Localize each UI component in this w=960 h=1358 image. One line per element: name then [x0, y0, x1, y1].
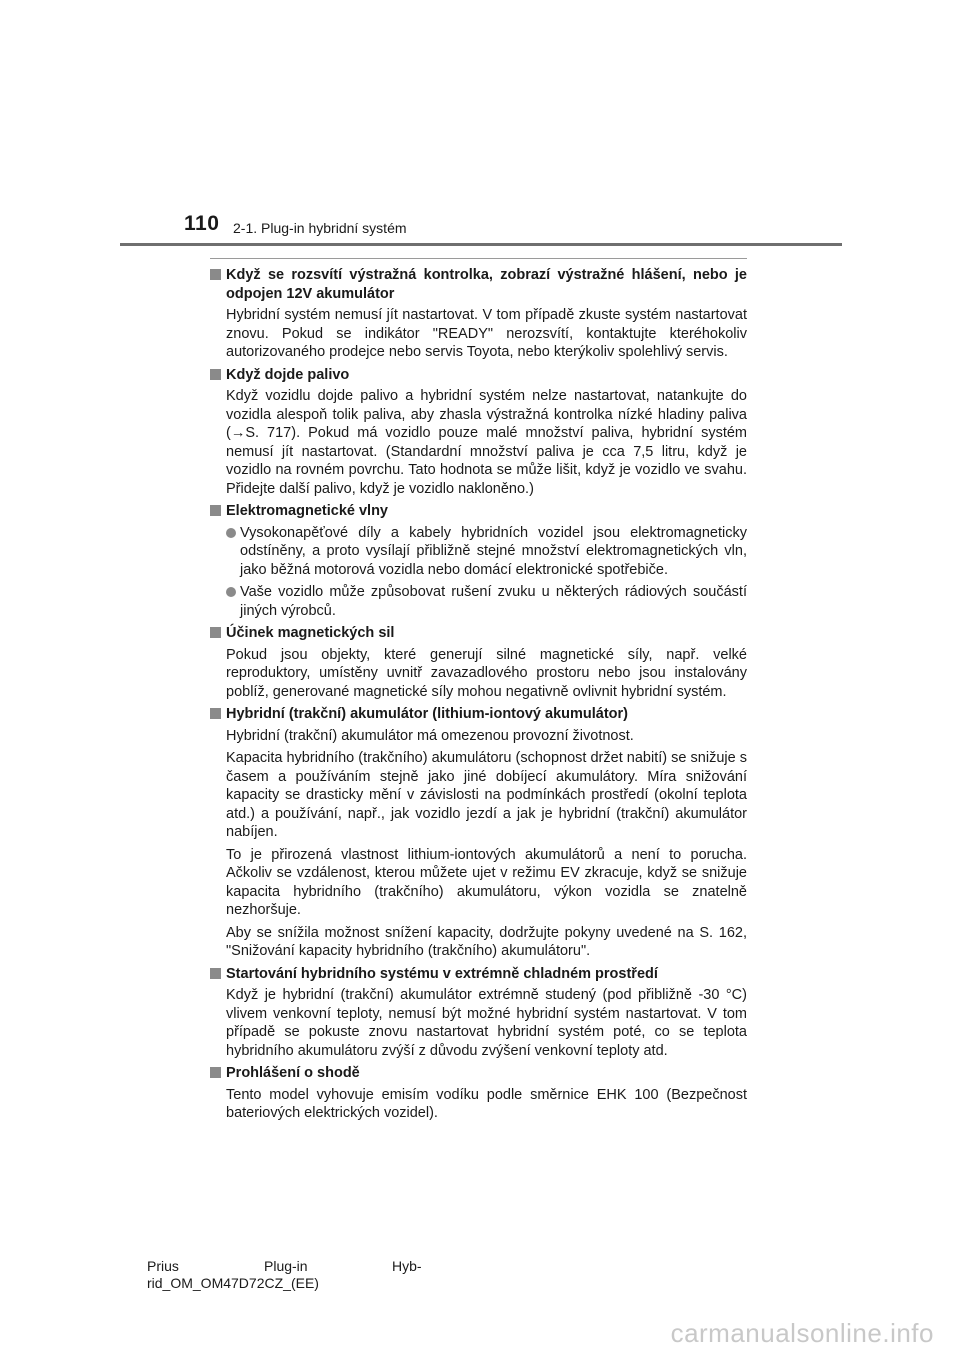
list-item-text: Vysokonapěťové díly a kabely hybridních vozidel jsou elektromagneticky odstíněny, a proto vysílají přibližně stejné množství elektromagnetických vln, jako běžná motorová vozidla nebo domácí elektronické spotřebiče. [240, 524, 747, 578]
section-title: Startování hybridního systému v extrémně chladném prostředí [226, 965, 658, 982]
section-heading [210, 624, 747, 643]
list-item [210, 524, 747, 580]
square-bullet-icon [210, 1067, 221, 1078]
section-paragraph: Když je hybridní (trakční) akumulátor extrémně studený (pod přibližně -30 °C) vlivem venkovní teploty, nemusí být možné hybridní systém nastartovat. V tom případě se pokuste znovu nastartovat hybridní systém poté, co se teplota hybridního akumulátoru zvýší z důvodu zvýšení venkovní teploty atd. [226, 987, 747, 1059]
section-electromagnetic-waves [210, 502, 747, 620]
footer-model-line [147, 1258, 447, 1275]
square-bullet-icon [210, 369, 221, 380]
section-title: Když se rozsvítí výstražná kontrolka, zobrazí výstražné hlášení, nebo je odpojen 12V akumulátor [226, 267, 747, 302]
section-traction-battery [210, 705, 747, 961]
section-paragraph: Pokud jsou objekty, které generují silné magnetické síly, např. velké reproduktory, umístěny uvnitř zavazadlového prostoru nebo jsou instalovány poblíž, generované magnetické síly mohou negativně ovlivnit hybridní systém. [226, 646, 747, 700]
footer-model-variant: Plug-in [264, 1258, 308, 1274]
section-heading [210, 266, 747, 303]
footer-manual-code: rid_OM_OM47D72CZ_(EE) [147, 1275, 319, 1291]
section-paragraph: Když vozidlu dojde palivo a hybridní systém nelze nastartovat, natankujte do vozidla alespoň tolik paliva, aby zhasla výstražná kontrolka nízké hladiny paliva (→S. 717). Pokud má vozidlo pouze malé množství paliva, hybridní systém nemusí jít nastartovat. (Standardní množství paliva je cca 7,5 litru, když je vozidlo na rovném povrchu. Tato hodnota se může lišit, když je vozidlo ve svahu. Přidejte další palivo, když je vozidlo nakloněno.) [226, 388, 747, 497]
circle-bullet-icon [226, 528, 236, 538]
section-magnetic-forces [210, 624, 747, 701]
square-bullet-icon [210, 708, 221, 719]
list-item-text: Vaše vozidlo může způsobovat rušení zvuku u některých rádiových součástí jiných výrobců. [240, 584, 747, 619]
section-title: Hybridní (trakční) akumulátor (lithium-iontový akumulátor) [226, 706, 629, 722]
footer [147, 1258, 447, 1292]
watermark: carmanualsonline.info [670, 1318, 934, 1348]
footer-model-name: Prius [147, 1258, 179, 1274]
list-item [210, 583, 747, 620]
section-title: Prohlášení o shodě [226, 1065, 360, 1081]
chapter-title: 2-1. Plug-in hybridní systém [233, 220, 407, 236]
section-paragraph: Hybridní systém nemusí jít nastartovat. V tom případě zkuste systém nastartovat znovu. Pokud se indikátor "READY" nerozsvítí, kontaktujte kteréhokoliv autorizovaného prodejce nebo servis Toyota, nebo kterýkoliv spolehlivý servis. [226, 307, 747, 360]
section-heading [210, 1064, 747, 1083]
square-bullet-icon [210, 269, 221, 280]
section-paragraph: Aby se snížila možnost snížení kapacity, dodržujte pokyny uvedené na S. 162, "Snižování kapacity hybridního (trakčního) akumulátoru". [226, 924, 747, 959]
section-paragraph: Kapacita hybridního (trakčního) akumulátoru (schopnost držet nabití) se snižuje s časem a používáním stejně jako jiné dobíjecí akumulátory. Míra snižování kapacity se drasticky mění v závislosti na podmínkách prostředí (okolní teplota atd.) a používání, např., jak vozidlo jezdí a jak je hybridní (trakční) akumulátor nabíjen. [226, 750, 747, 840]
section-heading [210, 366, 747, 385]
section-title: Účinek magnetických sil [226, 625, 395, 641]
main-content [210, 266, 747, 1127]
footer-model-type: Hyb- [392, 1258, 422, 1274]
section-out-of-fuel [210, 366, 747, 499]
header-divider [120, 243, 842, 246]
square-bullet-icon [210, 505, 221, 516]
section-cold-start [210, 965, 747, 1061]
section-paragraph: Hybridní (trakční) akumulátor má omezenou provozní životnost. [226, 727, 634, 744]
circle-bullet-icon [226, 587, 236, 597]
section-title: Elektromagnetické vlny [226, 503, 388, 519]
section-heading [210, 705, 747, 724]
section-heading [210, 502, 747, 521]
section-heading [210, 965, 747, 984]
square-bullet-icon [210, 627, 221, 638]
section-title: Když dojde palivo [226, 366, 350, 383]
square-bullet-icon [210, 968, 221, 979]
section-declaration-of-conformity [210, 1064, 747, 1123]
content-top-divider [210, 258, 747, 259]
section-warning-light [210, 266, 747, 362]
section-paragraph: Tento model vyhovuje emisím vodíku podle směrnice EHK 100 (Bezpečnost bateriových elektrických vozidel). [226, 1086, 747, 1121]
page-number: 110 [184, 212, 220, 235]
section-paragraph: To je přirozená vlastnost lithium-iontových akumulátorů a není to porucha. Ačkoliv se vzdálenost, kterou můžete ujet v režimu EV zkracuje, když se snižuje kapacita hybridního (trakčního) akumulátoru, výkon vozidla se znatelně nezhoršuje. [226, 846, 747, 918]
